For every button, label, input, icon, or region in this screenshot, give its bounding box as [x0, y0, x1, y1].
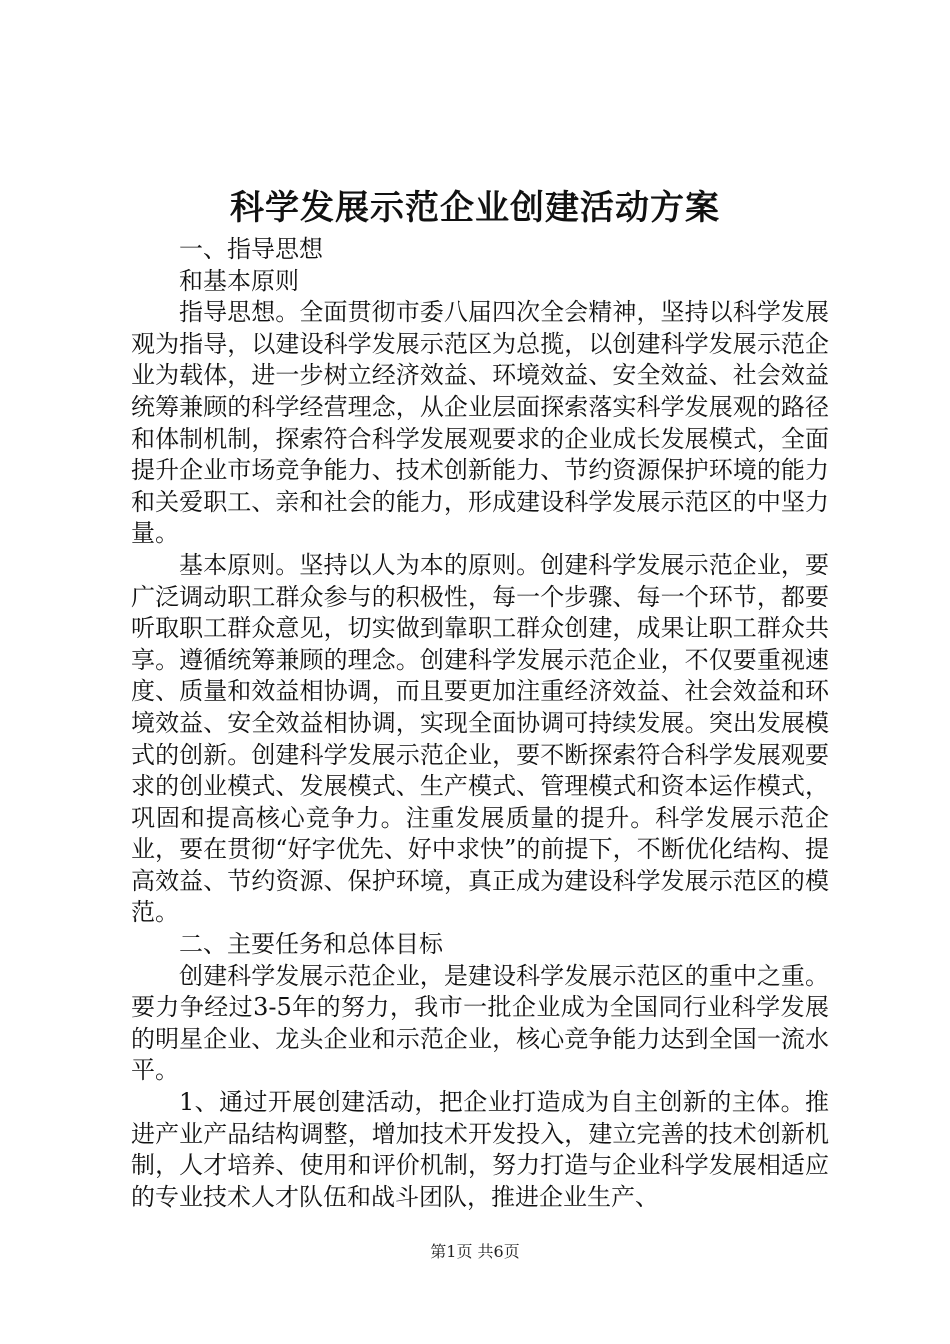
section-heading-1: 一、指导思想: [179, 235, 323, 263]
paragraph-overall-goal: 创建科学发展示范企业，是建设科学发展示范区的重中之重。要力争经过3-5年的努力，我市一批企业成为全国同行业科学发展的明星企业、龙头企业和示范企业，核心竞争能力达到全国一流水平。: [131, 961, 829, 1085]
paragraph-guiding-ideology: 指导思想。全面贯彻市委八届四次全会精神，坚持以科学发展观为指导，以建设科学发展示范区为总揽，以创建科学发展示范企业为载体，进一步树立经济效益、环境效益、安全效益、社会效益统筹兼顾的科学经营理念，从企业层面探索落实科学发展观的路径和体制机制，探索符合科学发展观要求的企业成长发展模式，全面提升企业市场竞争能力、技术创新能力、节约资源保护环境的能力和关爱职工、亲和社会的能力，形成建设科学发展示范区的中坚力量。: [131, 298, 829, 548]
paragraph-task-1: 1、通过开展创建活动，把企业打造成为自主创新的主体。推进产业产品结构调整，增加技术开发投入，建立完善的技术创新机制，人才培养、使用和评价机制，努力打造与企业科学发展相适应的专业技术人才队伍和战斗团队，推进企业生产、: [131, 1088, 829, 1211]
document-body: [131, 234, 829, 1213]
paragraph-basic-principles: 基本原则。坚持以人为本的原则。创建科学发展示范企业，要广泛调动职工群众参与的积极性，每一个步骤、每一个环节，都要听取职工群众意见，切实做到靠职工群众创建，成果让职工群众共享。遵循统筹兼顾的理念。创建科学发展示范企业，不仅要重视速度、质量和效益相协调，而且要更加注重经济效益、社会效益和环境效益、安全效益相协调，实现全面协调可持续发展。突出发展模式的创新。创建科学发展示范企业，要不断探索符合科学发展观要求的创业模式、发展模式、生产模式、管理模式和资本运作模式，巩固和提高核心竞争力。注重发展质量的提升。科学发展示范企业，要在贯彻“好字优先、好中求快”的前提下，不断优化结构、提高效益、节约资源、保护环境，真正成为建设科学发展示范区的模范。: [131, 550, 829, 927]
document-title: 科学发展示范企业创建活动方案: [230, 188, 720, 228]
section-heading-1-continued: 和基本原则: [179, 266, 299, 295]
section-heading-2: 二、主要任务和总体目标: [179, 930, 443, 959]
page-footer: 第1页 共6页: [430, 1242, 520, 1261]
